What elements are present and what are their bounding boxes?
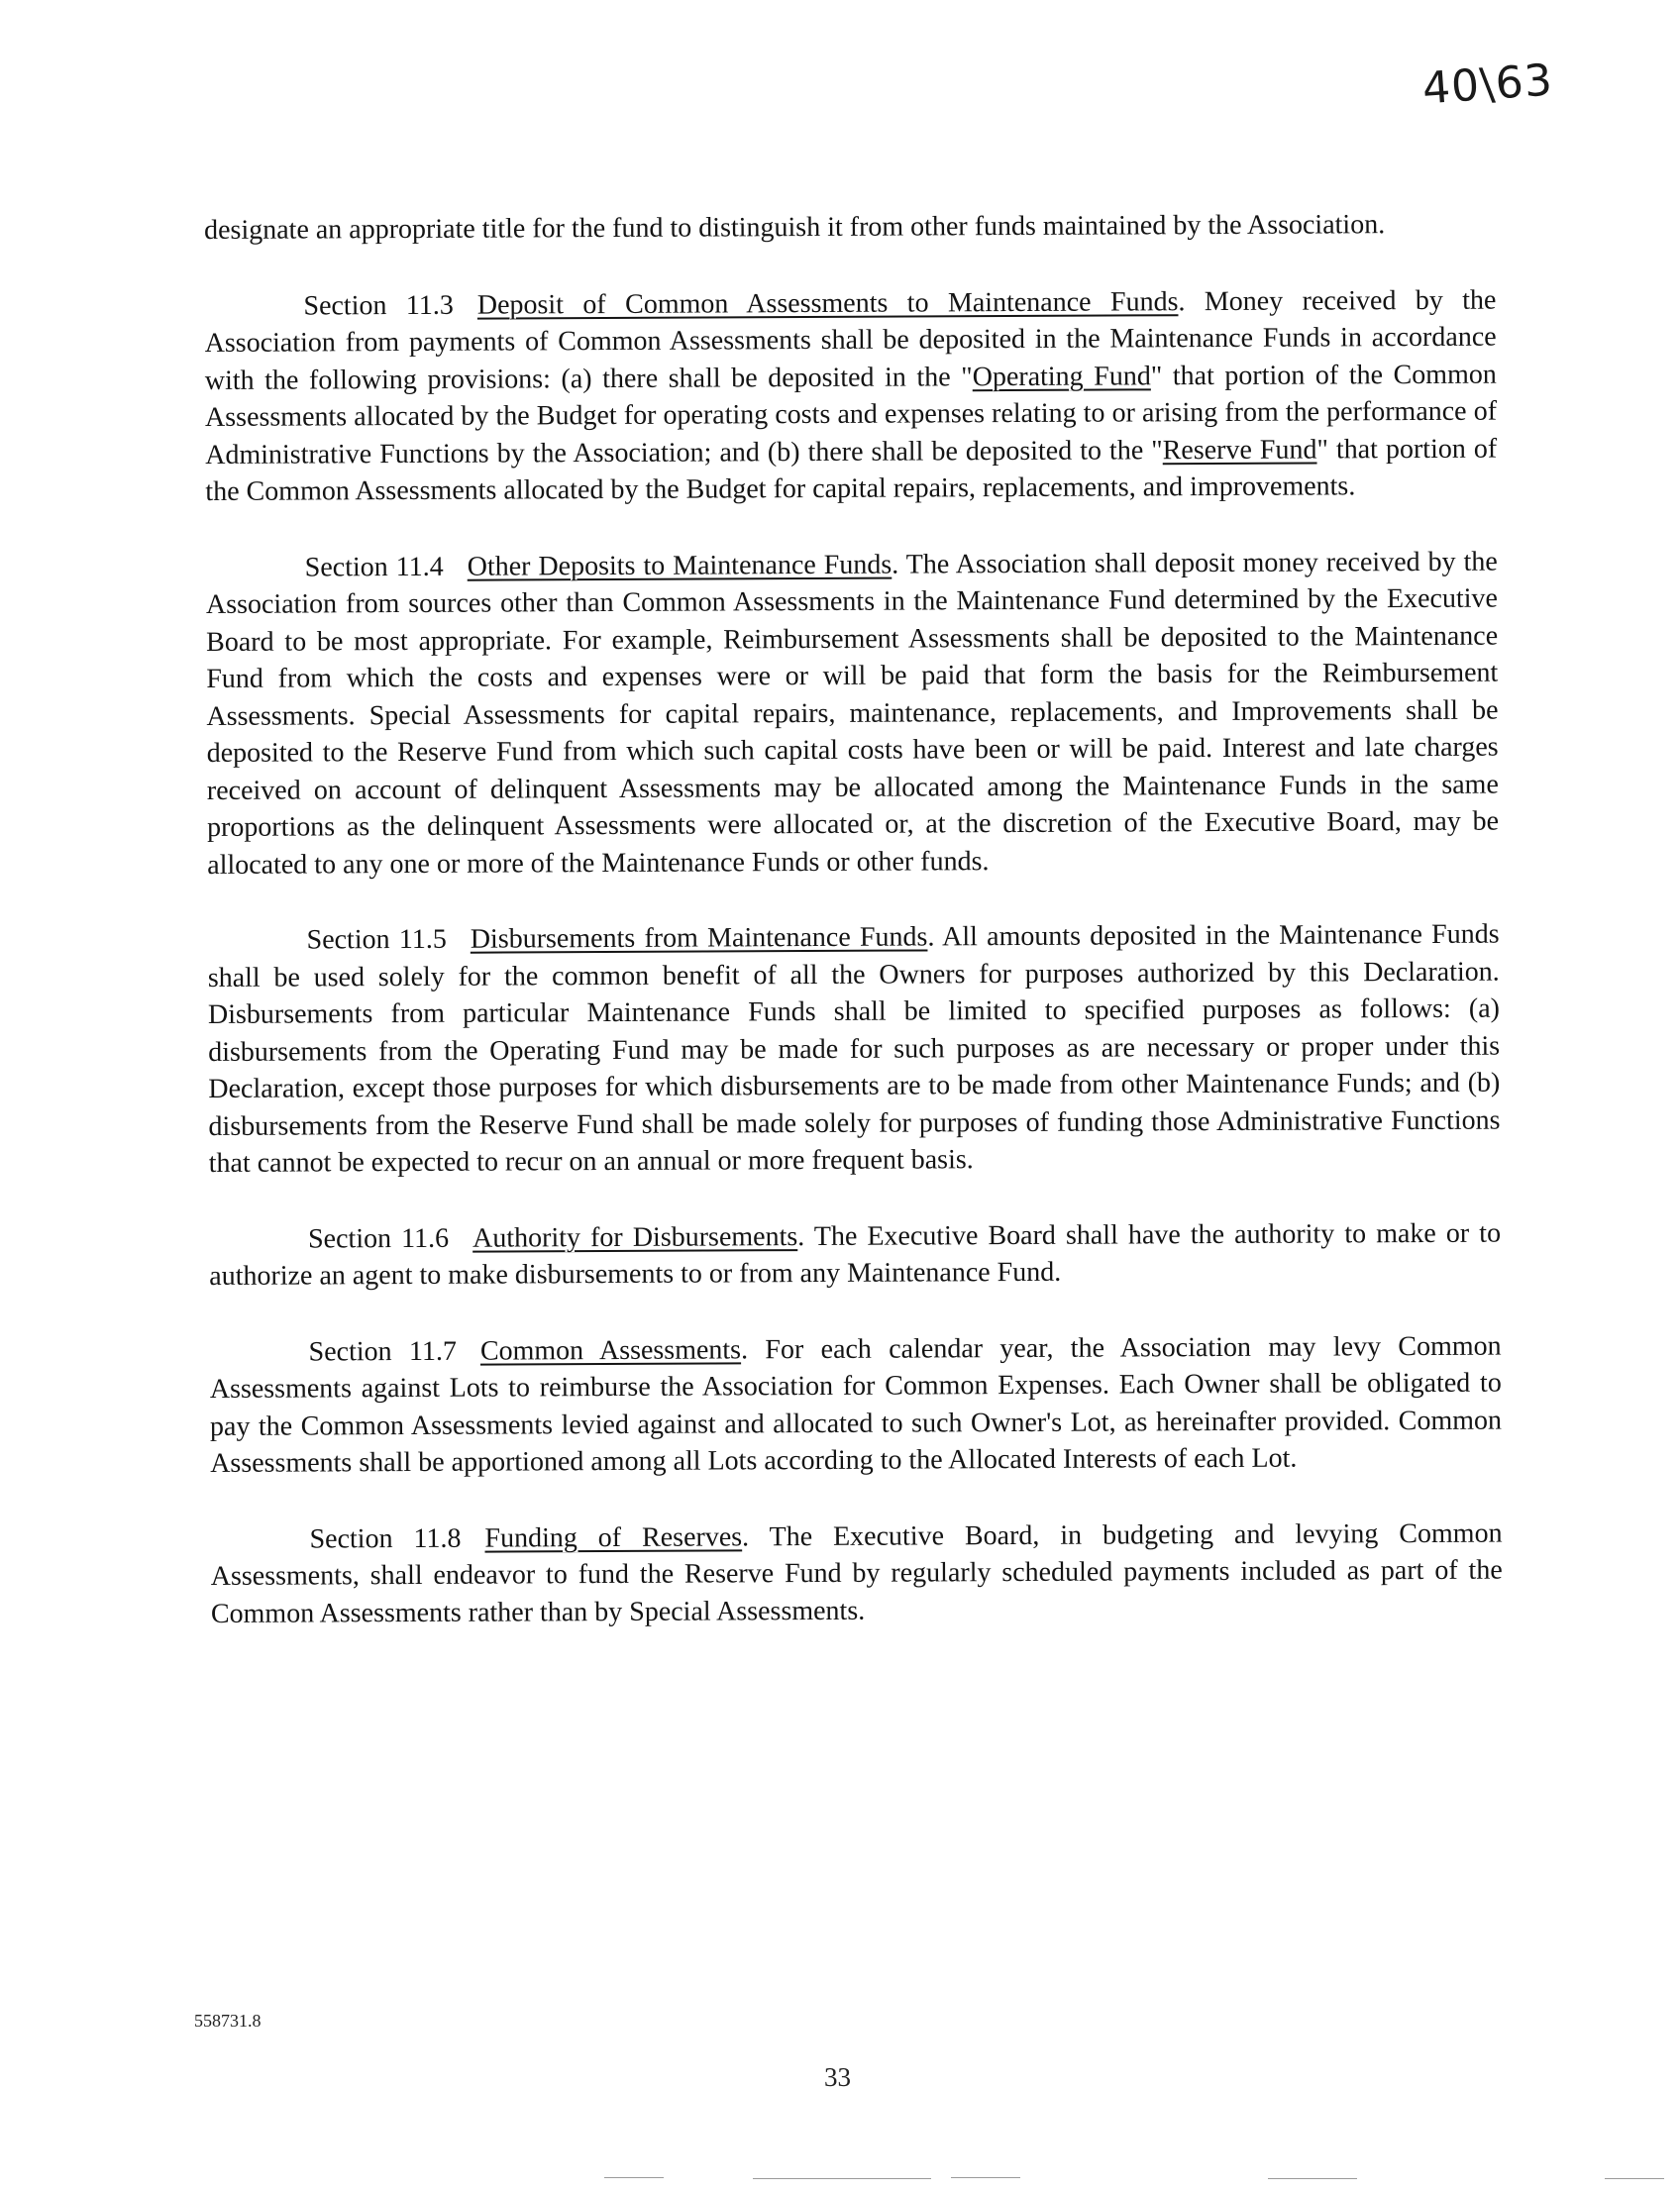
section-number: Section 11.7 (308, 1335, 457, 1367)
section-number: Section 11.8 (309, 1522, 462, 1554)
section-text: . All amounts deposited in the Maintenance Funds shall be used solely for the common benefit of all the Owners for purposes authorized by this Declaration. Disbursements from particular Maintenance Funds shall be limited to specified purposes as follows: (a) disbursements from the Operating Fund may be made for such purposes as are necessary or proper under this Declaration, except those purposes for which disbursements are to be made from other Maintenance Funds; and (b) disbursements from the Reserve Fund shall be made solely for purposes of funding those Administrative Functions that cannot be expected to recur on an annual or more frequent basis. (207, 918, 1501, 1179)
section-text: " that portion of the Common Assessments allocated by the Budget for capital repairs, replacements, and improvements. (205, 433, 1498, 507)
section-title: Deposit of Common Assessments to Maintenance Funds (476, 285, 1179, 321)
section-11-7 (210, 1327, 1503, 1482)
section-text: . For each calendar year, the Association may levy Common Assessments against Lots to reimburse the Association for Common Expenses. Each Owner shall be obligated to pay the Common Assessments levied against and allocated to such Owner's Lot, as hereinafter provided. Common Assessments shall be apportioned among all Lots according to the Allocated Interests of each Lot. (209, 1330, 1503, 1479)
scan-artifact (753, 2178, 931, 2179)
section-title: Common Assessments (479, 1333, 742, 1367)
document-body (204, 206, 1503, 1671)
scan-artifact (604, 2177, 664, 2178)
section-number: Section 11.6 (307, 1222, 450, 1254)
section-text: . The Executive Board shall have the authority to make or to authorize an agent to make disbursements to or from any Maintenance Fund. (209, 1217, 1502, 1292)
section-number: Section 11.3 (303, 289, 454, 322)
section-text: " that portion of the Common Assessments allocated by the Budget for operating costs and expenses relating to or arising from the performance of Administrative Functions by the Association; and (b) there shall be deposited to the " (204, 359, 1498, 470)
section-11-4 (206, 543, 1500, 884)
section-11-5 (208, 916, 1501, 1183)
section-title: Other Deposits to Maintenance Funds (467, 549, 892, 582)
section-11-3 (204, 281, 1497, 510)
document-id: 558731.8 (194, 2011, 262, 2031)
section-11-8 (210, 1515, 1503, 1632)
scan-artifact (1605, 2178, 1664, 2179)
section-title: Authority for Disbursements (472, 1220, 798, 1254)
section-text: . The Executive Board, in budgeting and levying Common Assessments, shall endeavor to fund the Reserve Fund by regularly scheduled payments included as part of the Common Assessments rather than by Special Assessments. (210, 1517, 1503, 1629)
defined-term-reserve-fund: Reserve Fund (1162, 434, 1317, 466)
section-number: Section 11.4 (304, 551, 444, 583)
scan-artifact (951, 2177, 1020, 2178)
page-number: 33 (824, 2062, 851, 2092)
section-number: Section 11.5 (306, 923, 447, 956)
section-11-6 (209, 1214, 1501, 1295)
section-title: Funding of Reserves (484, 1520, 743, 1554)
scan-artifact (1268, 2178, 1357, 2179)
handwritten-page-annotation: 40\63 (1420, 54, 1555, 115)
defined-term-operating-fund: Operating Fund (972, 360, 1151, 392)
section-text: . Money received by the Association from payments of Common Assessments shall be deposited in the Maintenance Funds in accordance with the following provisions: (a) there shall be deposited in the " (204, 284, 1497, 396)
section-text: . The Association shall deposit money received by the Association from sources other than Common Assessments in the Maintenance Fund determined by the Executive Board to be most appropriate. For example, Reimbursement Assessments shall be deposited to the Maintenance Fund from which the costs and expenses were or will be paid that form the basis for the Reimbursement Assessments. Special Assessments for capital repairs, maintenance, replacements, and Improvements shall be deposited to the Reserve Fund from which such capital costs have been or will be paid. Interest and late charges received on account of delinquent Assessments may be allocated among the Maintenance Funds in the same proportions as the delinquent Assessments were allocated or, at the discretion of the Executive Board, may be allocated to any one or more of the Maintenance Funds or other funds. (205, 546, 1500, 881)
intro-paragraph: designate an appropriate title for the fund to distinguish it from other funds maintained by the Association. (204, 209, 1386, 246)
section-title: Disbursements from Maintenance Funds (470, 921, 928, 955)
